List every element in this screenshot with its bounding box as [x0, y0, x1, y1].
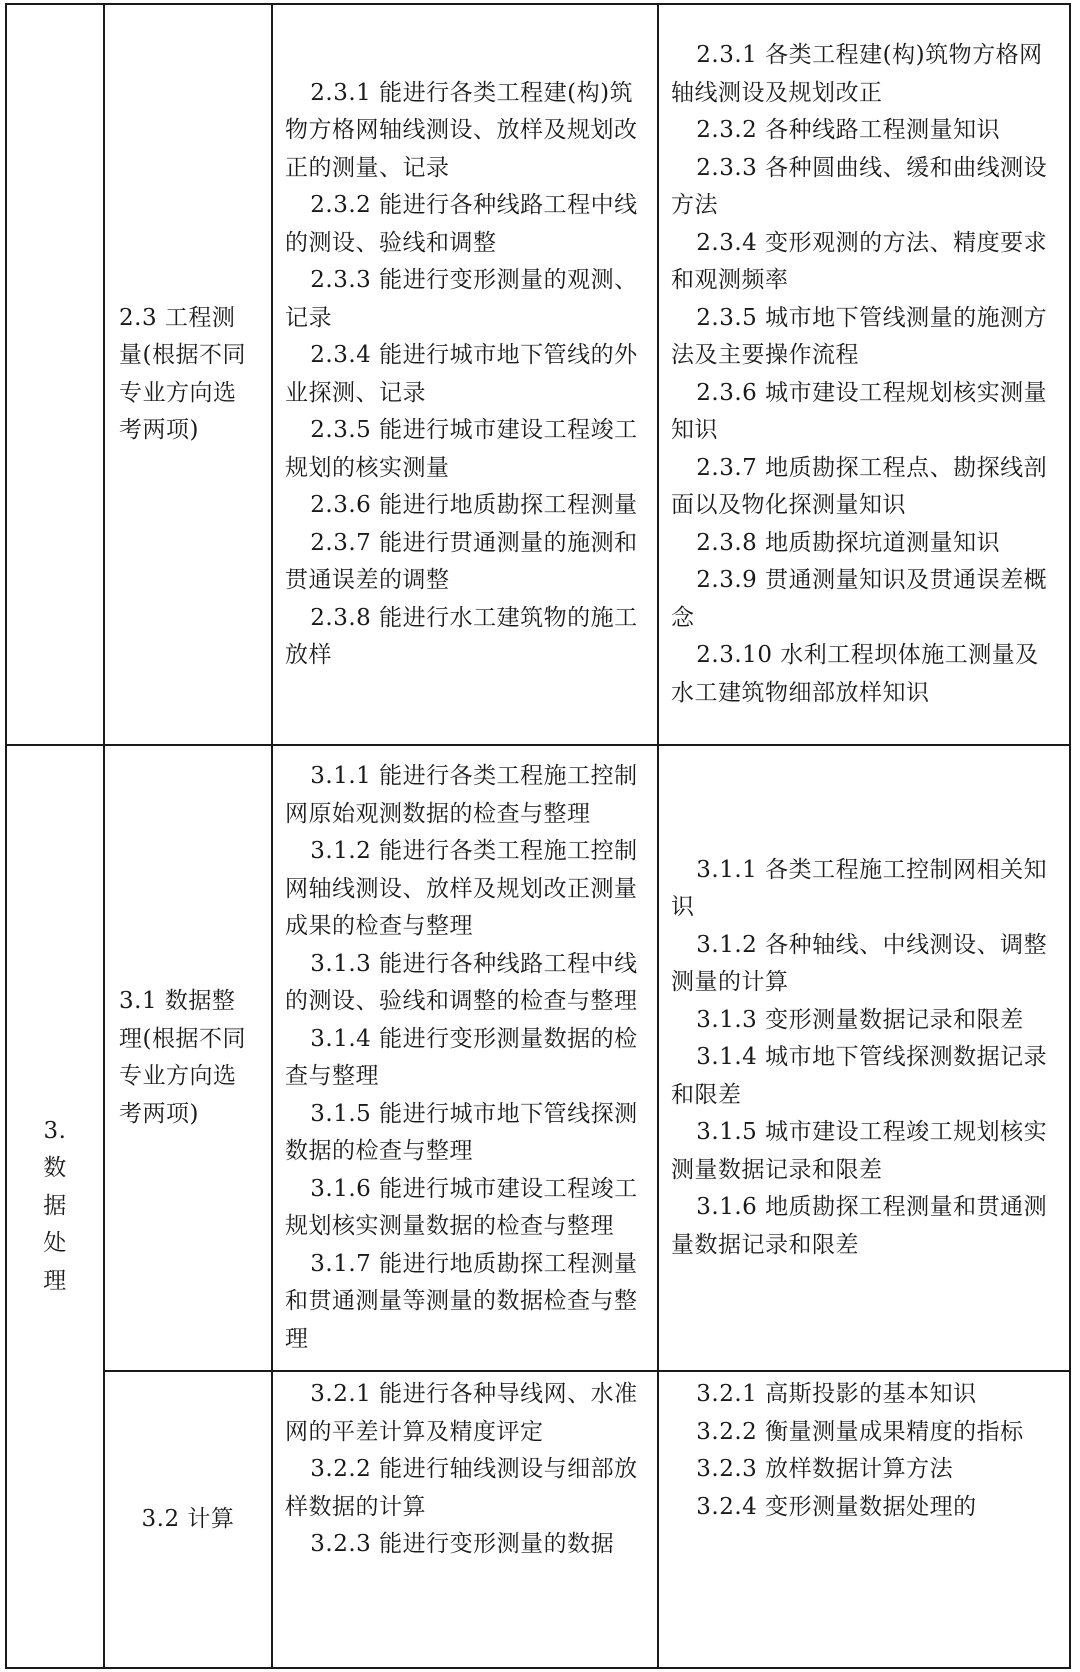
knowledge-item: 2.3.7 地质勘探工程点、勘探线剖面以及物化探测量知识	[671, 454, 1048, 518]
skill-cell	[272, 4, 658, 745]
skill-item: 3.1.5 能进行城市地下管线探测数据的检查与整理	[285, 1100, 638, 1164]
knowledge-item: 2.3.6 城市建设工程规划核实测量知识	[671, 379, 1048, 443]
skill-item: 2.3.1 能进行各类工程建(构)筑物方格网轴线测设、放样及规划改正的测量、记录	[285, 79, 638, 181]
skill-item: 2.3.5 能进行城市建设工程竣工规划的核实测量	[285, 417, 638, 481]
skill-item: 3.1.1 能进行各类工程施工控制网原始观测数据的检查与整理	[285, 763, 638, 827]
knowledge-item: 3.2.4 变形测量数据处理的	[696, 1493, 977, 1520]
skill-item: 3.2.1 能进行各种导线网、水准网的平差计算及精度评定	[285, 1381, 638, 1445]
knowledge-item: 2.3.3 各种圆曲线、缓和曲线测设方法	[671, 154, 1048, 218]
dimension-label-line: 据	[43, 1192, 67, 1219]
dimension-label-line: 处	[43, 1230, 67, 1257]
skill-item: 3.1.6 能进行城市建设工程竣工规划核实测量数据的检查与整理	[285, 1175, 638, 1239]
sub-item-label: 2.3 工程测量(根据不同专业方向选考两项)	[119, 304, 246, 443]
standards-table-page	[5, 3, 1069, 1667]
dimension-cell	[6, 4, 104, 745]
knowledge-item: 3.1.6 地质勘探工程测量和贯通测量数据记录和限差	[671, 1194, 1048, 1258]
skill-item: 3.2.2 能进行轴线测设与细部放样数据的计算	[285, 1456, 638, 1520]
dimension-cell	[6, 745, 104, 1668]
knowledge-cell	[658, 4, 1070, 745]
knowledge-item: 3.2.3 放样数据计算方法	[696, 1456, 954, 1482]
skill-item: 3.2.3 能进行变形测量的数据	[310, 1531, 615, 1557]
skill-item: 2.3.7 能进行贯通测量的施测和贯通误差的调整	[285, 529, 638, 593]
knowledge-item: 3.1.2 各种轴线、中线测设、调整测量的计算	[671, 931, 1048, 996]
dimension-label-line: 数	[43, 1155, 67, 1182]
knowledge-item: 2.3.4 变形观测的方法、精度要求和观测频率	[671, 229, 1048, 293]
dimension-label-line: 3.	[43, 1117, 67, 1144]
dimension-label-line: 理	[43, 1267, 67, 1294]
knowledge-cell	[658, 745, 1070, 1371]
skill-item: 2.3.8 能进行水工建筑物的施工放样	[285, 604, 638, 668]
sub-item-cell	[104, 4, 272, 745]
knowledge-item: 3.1.4 城市地下管线探测数据记录和限差	[671, 1044, 1048, 1108]
knowledge-item: 2.3.1 各类工程建(构)筑物方格网轴线测设及规划改正	[671, 42, 1043, 106]
knowledge-item: 3.2.2 衡量测量成果精度的指标	[696, 1418, 1024, 1445]
skill-item: 3.1.7 能进行地质勘探工程测量和贯通测量等测量的数据检查与整理	[285, 1250, 638, 1352]
knowledge-item: 3.1.1 各类工程施工控制网相关知识	[671, 856, 1048, 921]
skill-item: 2.3.6 能进行地质勘探工程测量	[310, 492, 638, 518]
knowledge-item: 2.3.10 水利工程坝体施工测量及水工建筑物细部放样知识	[671, 642, 1039, 706]
standards-table	[5, 3, 1071, 1669]
knowledge-item: 2.3.2 各种线路工程测量知识	[696, 117, 1001, 143]
knowledge-item: 3.1.5 城市建设工程竣工规划核实测量数据记录和限差	[671, 1119, 1048, 1183]
sub-item-label: 3.1 数据整理(根据不同专业方向选考两项)	[119, 988, 246, 1127]
table-row	[6, 4, 1070, 745]
knowledge-item: 3.1.3 变形测量数据记录和限差	[696, 1006, 1024, 1033]
skill-item: 2.3.4 能进行城市地下管线的外业探测、记录	[285, 342, 638, 406]
skill-item: 3.1.3 能进行各种线路工程中线的测设、验线和调整的检查与整理	[285, 950, 638, 1014]
knowledge-item: 3.2.1 高斯投影的基本知识	[696, 1381, 977, 1407]
sub-item-cell	[104, 745, 272, 1371]
sub-item-cell	[104, 1371, 272, 1668]
skill-item: 2.3.2 能进行各种线路工程中线的测设、验线和调整	[285, 192, 638, 256]
table-row	[6, 1371, 1070, 1668]
knowledge-item: 2.3.8 地质勘探坑道测量知识	[696, 529, 1001, 556]
table-row	[6, 745, 1070, 1371]
knowledge-item: 2.3.5 城市地下管线测量的施测方法及主要操作流程	[671, 304, 1048, 368]
skill-item: 2.3.3 能进行变形测量的观测、记录	[285, 267, 638, 331]
skill-cell	[272, 745, 658, 1371]
skill-cell	[272, 1371, 658, 1668]
knowledge-item: 2.3.9 贯通测量知识及贯通误差概念	[671, 567, 1048, 631]
knowledge-cell	[658, 1371, 1070, 1668]
sub-item-label: 3.2 计算	[141, 1505, 235, 1532]
skill-item: 3.1.4 能进行变形测量数据的检查与整理	[285, 1025, 638, 1089]
skill-item: 3.1.2 能进行各类工程施工控制网轴线测设、放样及规划改正测量成果的检查与整理	[285, 838, 638, 939]
